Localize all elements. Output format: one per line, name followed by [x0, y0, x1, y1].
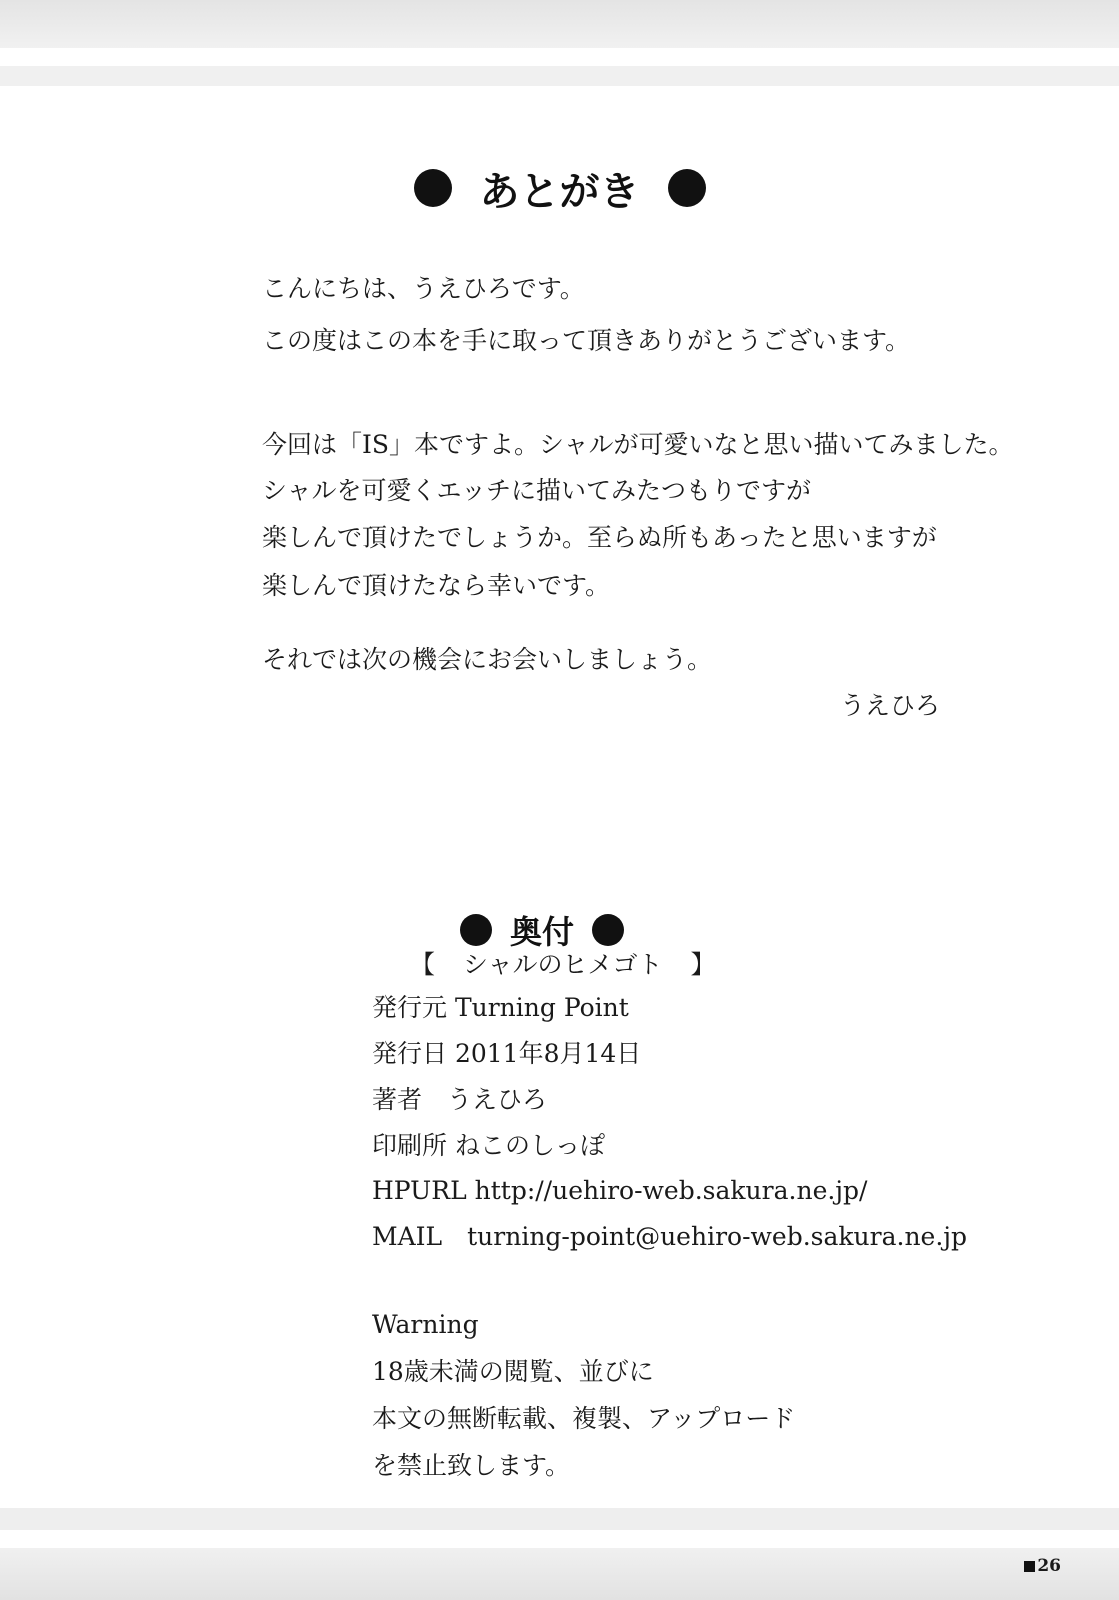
- bullet-dot-icon: [668, 169, 706, 207]
- scan-band-bottom-secondary: [0, 1508, 1119, 1530]
- page-number-value: 26: [1037, 1556, 1061, 1576]
- book-title-open-bracket: 【: [410, 950, 436, 979]
- afterword-line: こんにちは、うえひろです。: [262, 274, 585, 303]
- afterword-line: シャルを可愛くエッチに描いてみたつもりですが: [262, 476, 812, 505]
- colophon-publisher: 発行元 Turning Point: [372, 993, 629, 1022]
- bullet-dot-icon: [414, 169, 452, 207]
- warning-line: 18歳未満の閲覧、並びに: [372, 1357, 654, 1386]
- afterword-heading: [0, 158, 1119, 218]
- scan-band-top: [0, 0, 1119, 48]
- bullet-dot-icon: [592, 914, 624, 946]
- afterword-signature: うえひろ: [840, 691, 941, 720]
- colophon-mail: MAIL turning-point@uehiro-web.sakura.ne.jp: [372, 1222, 968, 1251]
- scan-band-top-secondary: [0, 66, 1119, 86]
- book-title-text: シャルのヒメゴト: [463, 950, 663, 979]
- afterword-line: 今回は「IS」本ですよ。シャルが可愛いなと思い描いてみました。: [262, 430, 1014, 459]
- colophon-author: 著者 うえひろ: [372, 1085, 548, 1114]
- afterword-title: あとがき: [479, 167, 640, 215]
- page-number: [1024, 1556, 1061, 1576]
- book-title: [410, 948, 716, 982]
- square-bullet-icon: [1024, 1561, 1035, 1572]
- scan-band-bottom: [0, 1548, 1119, 1600]
- afterword-line: 楽しんで頂けたでしょうか。至らぬ所もあったと思いますが: [262, 523, 937, 552]
- afterword-line: この度はこの本を手に取って頂きありがとうございます。: [262, 326, 911, 355]
- colophon-title: 奥付: [510, 913, 575, 951]
- colophon-issue-date: 発行日 2011年8月14日: [372, 1039, 642, 1068]
- afterword-line: それでは次の機会にお会いしましょう。: [262, 645, 713, 674]
- warning-line: を禁止致します。: [372, 1451, 571, 1480]
- afterword-line: 楽しんで頂けたなら幸いです。: [262, 571, 611, 600]
- bullet-dot-icon: [460, 914, 492, 946]
- colophon-printer: 印刷所 ねこのしっぽ: [372, 1131, 605, 1160]
- warning-title: Warning: [372, 1310, 479, 1339]
- book-title-close-bracket: 】: [690, 950, 716, 979]
- colophon-hpurl: HPURL http://uehiro-web.sakura.ne.jp/: [372, 1176, 868, 1205]
- warning-line: 本文の無断転載、複製、アップロード: [372, 1404, 796, 1433]
